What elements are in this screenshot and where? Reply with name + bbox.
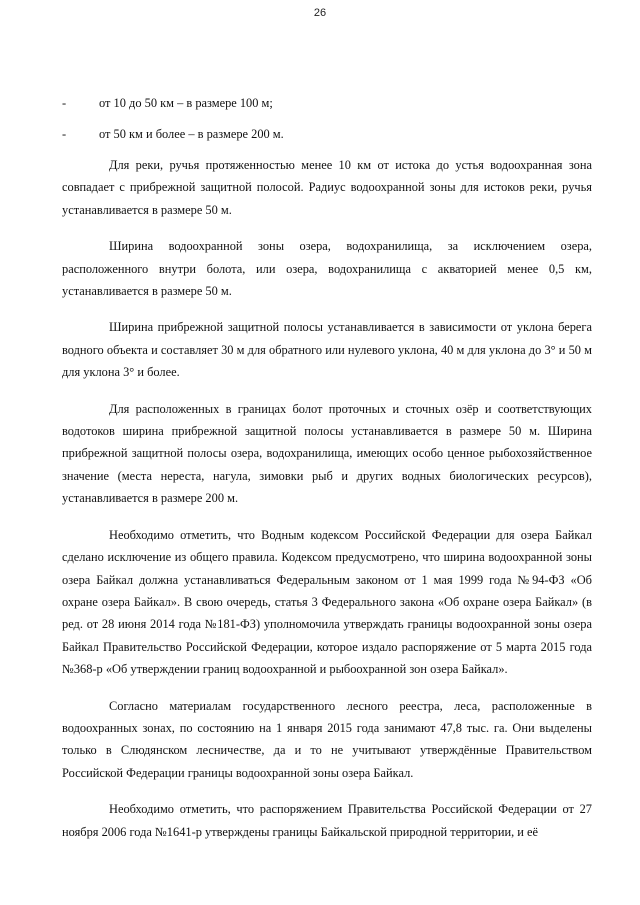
list-dash: - xyxy=(62,96,67,110)
document-body xyxy=(62,92,592,857)
paragraph-river-stream: Для реки, ручья протяженностью менее 10 км от истока до устья водоохранная зона совпадает с прибрежной защитной полосой. Радиус водоохранной зоны для истоков реки, ручья устанавливается в размере 50 м. xyxy=(62,158,592,217)
list-item-text: от 50 км и более – в размере 200 м. xyxy=(99,127,284,141)
paragraph-forest-registry: Согласно материалам государственного лесного реестра, леса, расположенные в водоохранных зонах, по состоянию на 1 января 2015 года занимают 47,8 тыс. га. Они выделены только в Слюдянском лесничестве, да и то не учитывают утверждённые Правительством Российской Федерации границы водоохранной зоны озера Байкал. xyxy=(62,698,592,780)
list-dash: - xyxy=(62,127,67,141)
paragraph-baikal-territory: Необходимо отметить, что распоряжением Правительства Российской Федерации от 27 ноября 2006 года №1641-р утверждены границы Байкальской природной территории, и её xyxy=(62,802,592,839)
list-item xyxy=(62,123,592,145)
paragraph-lake-reservoir: Ширина водоохранной зоны озера, водохранилища, за исключением озера, расположенного внутри болота, или озера, водохранилища с акваторией менее 0,5 км, устанавливается в размере 50 м. xyxy=(62,239,592,299)
paragraph-baikal-exception: Необходимо отметить, что Водным кодексом Российской Федерации для озера Байкал сделано исключение из общего правила. Кодексом предусмотрено, что ширина водоохранной зоны озера Байкал должна устанавливаться Федеральным законом от 1 мая 1999 года №94-ФЗ «Об охране озера Байкал». В свою очередь, статья 3 Федерального закона «Об охране озера Байкал» (в ред. от 28 июня 2014 года №181-ФЗ) уполномочила утверждать границы водоохранной зоны озера Байкал Правительство Российской Федерации, которое издало распоряжение от 5 марта 2015 года №368-р «Об утверждении границ водоохранной и рыбоохранной зон озера Байкал». xyxy=(62,527,592,677)
page-number: 26 xyxy=(313,7,327,19)
paragraph-bog-lakes: Для расположенных в границах болот проточных и сточных озёр и соответствующих водотоков ширина прибрежной защитной полосы устанавливается в размере 50 м. Ширина прибрежной защитной полосы озера, водохранилища, имеющих особо ценное рыбохозяйственное значение (места нереста, нагула, зимовки рыб и других водных биологических ресурсов), устанавливается в размере 200 м. xyxy=(62,401,592,506)
list-item xyxy=(62,92,592,114)
list-item-text: от 10 до 50 км – в размере 100 м; xyxy=(99,96,273,110)
paragraph-slope: Ширина прибрежной защитной полосы устанавливается в зависимости от уклона берега водного объекта и составляет 30 м для обратного или нулевого уклона, 40 м для уклона до 3° и 50 м для уклона 3° и более. xyxy=(62,320,592,380)
